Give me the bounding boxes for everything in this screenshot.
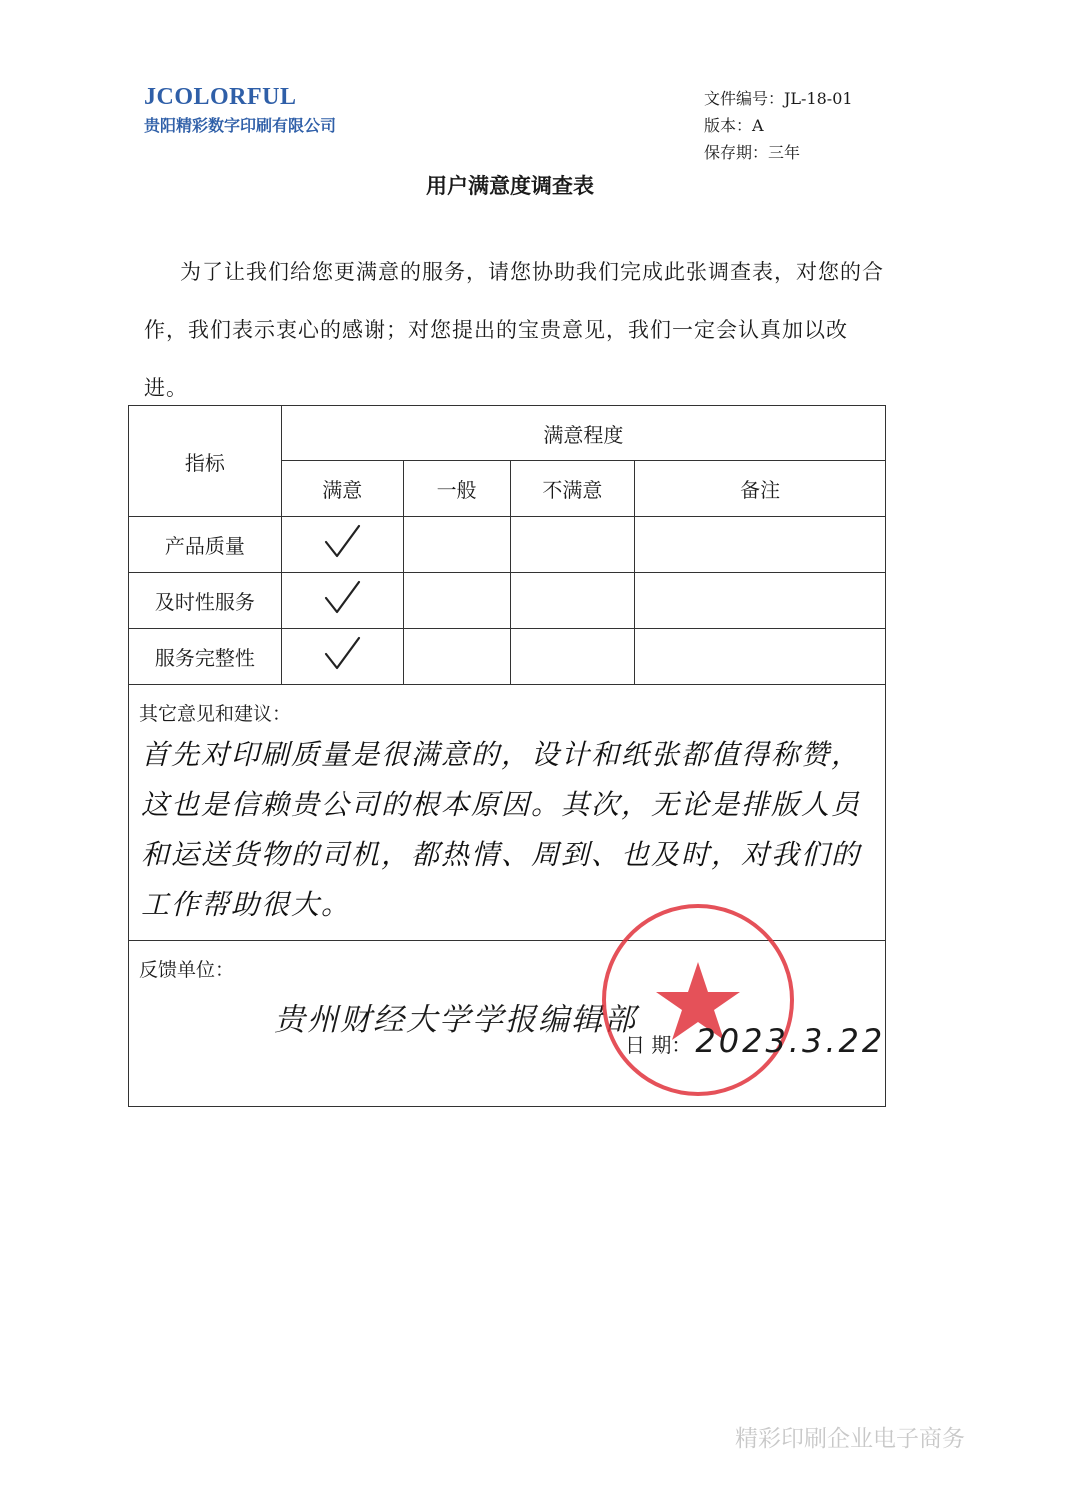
check-cell <box>281 573 403 629</box>
company-header <box>144 84 336 136</box>
document-title: 用户满意度调查表 <box>426 174 594 198</box>
company-name: 贵阳精彩数字印刷有限公司 <box>144 116 337 135</box>
empty-cell <box>510 573 635 629</box>
checkmark-icon <box>322 578 362 618</box>
row-label: 服务完整性 <box>129 629 282 685</box>
retention-period: 保存期：三年 <box>704 143 801 162</box>
empty-cell <box>510 629 635 685</box>
checkmark-icon <box>322 634 362 674</box>
empty-cell <box>403 573 510 629</box>
col-header-remarks: 备注 <box>635 461 886 517</box>
table-row <box>129 573 886 629</box>
official-seal <box>598 900 798 1100</box>
comments-handwritten: 首先对印刷质量是很满意的，设计和纸张都值得称赞，这也是信赖贵公司的根本原因。其次，无论是排版人员和运送货物的司机，都热情、周到、也及时，对我们的工作帮助很大。 <box>141 738 862 921</box>
feedback-label: 反馈单位： <box>139 959 235 981</box>
col-header-unsatisfied: 不满意 <box>510 461 635 517</box>
empty-cell <box>403 629 510 685</box>
version: 版本：A <box>704 116 764 135</box>
document-meta <box>704 85 853 166</box>
comments-label: 其它意见和建议： <box>139 703 292 725</box>
date-label: 日 期： <box>625 1033 692 1057</box>
empty-cell <box>510 517 635 573</box>
table-row <box>129 629 886 685</box>
checkmark-icon <box>322 522 362 562</box>
satisfaction-header: 满意程度 <box>281 406 885 461</box>
file-number: 文件编号：JL-18-01 <box>704 89 853 108</box>
remarks-cell <box>635 573 886 629</box>
row-label: 及时性服务 <box>129 573 282 629</box>
feedback-unit-handwritten: 贵州财经大学学报编辑部 <box>274 1002 637 1038</box>
brand-name: JCOLORFUL <box>144 84 297 110</box>
table-row <box>129 517 886 573</box>
remarks-cell <box>635 517 886 573</box>
indicator-header: 指标 <box>129 406 282 517</box>
col-header-average: 一般 <box>403 461 510 517</box>
watermark: 精彩印刷企业电子商务 <box>735 1426 965 1452</box>
remarks-cell <box>635 629 886 685</box>
empty-cell <box>403 517 510 573</box>
check-cell <box>281 629 403 685</box>
check-cell <box>281 517 403 573</box>
row-label: 产品质量 <box>129 517 282 573</box>
intro-paragraph: 为了让我们给您更满意的服务，请您协助我们完成此张调查表，对您的合作，我们表示衷心的感谢；对您提出的宝贵意见，我们一定会认真加以改进。 <box>144 260 884 400</box>
date-value: 2023.3.22 <box>695 1022 886 1060</box>
col-header-satisfied: 满意 <box>281 461 403 517</box>
date-row <box>625 1022 885 1060</box>
